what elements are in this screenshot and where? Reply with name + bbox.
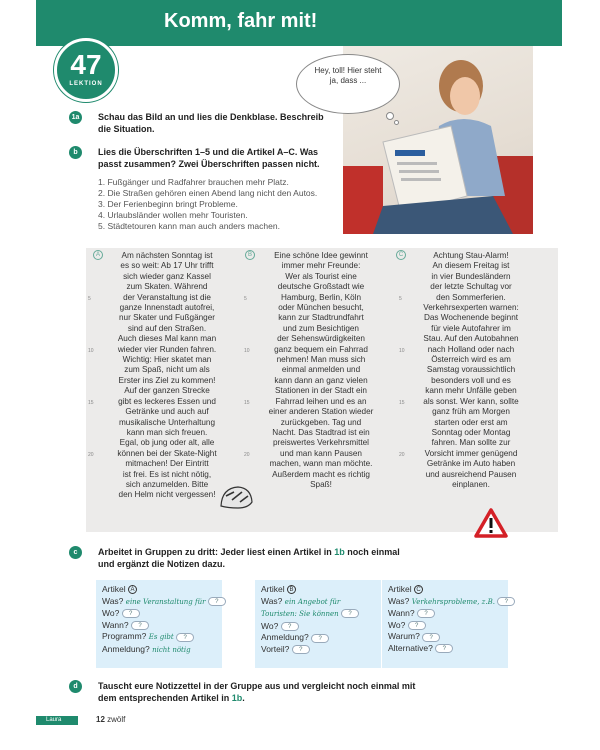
warning-triangle-icon (474, 508, 508, 538)
answer-placeholder[interactable]: ? (408, 621, 426, 630)
article-a-text: Am nächsten Sonntag ist es so weit: Ab 17 Uhr trifft sich wieder ganz Kassel zum Skaten. Während der Veranstaltung ist die ganze Innenstadt autofrei, nur Skater und Fußgänger sind auf den Straßen. Auch dieses Mal kann man wieder vier Runden fahren. Wichtig: Hier skatet man zum Spaß, nicht um als Erster ins Ziel zu kommen! Auf der ganzen Strecke gibt es leckeres Essen und Getränke und auch auf musikalische Unterhaltung kann man sich freuen. Egal, ob jung oder alt, alle können bei der Skate-Night mitmachen! Der Eintritt ist frei. Es ist nicht nötig, sich anzumelden. Bitte den Helm nicht vergessen! (117, 251, 217, 500)
task-c-exercise-ref: 1b (334, 547, 345, 557)
line-number: 15 (399, 400, 405, 406)
note-answer[interactable]: ein Angebot für (284, 597, 341, 606)
line-number: 20 (88, 452, 94, 458)
note-article-letter: A (128, 585, 137, 594)
article-b-letter: B (245, 250, 255, 260)
note-article-letter: C (414, 585, 423, 594)
line-number: 5 (244, 296, 247, 302)
line-number: 15 (244, 400, 250, 406)
note-answer[interactable]: Es gibt (148, 633, 174, 642)
note-question: Was? (261, 595, 283, 606)
headline-item: 5. Städtetouren kann man auch anders machen. (98, 221, 280, 231)
note-question: Anmeldung? (102, 643, 150, 654)
note-answer[interactable]: eine Veranstaltung für (125, 597, 206, 606)
note-question: Programm? (102, 631, 147, 642)
article-a-letter: A (93, 250, 103, 260)
note-row (102, 596, 222, 609)
note-question: Alternative? (388, 642, 433, 653)
answer-placeholder[interactable]: ? (311, 634, 329, 643)
note-row (261, 644, 381, 656)
note-card-a-content (102, 584, 222, 657)
note-row (102, 608, 222, 620)
note-row (388, 643, 508, 655)
line-number: 10 (244, 348, 250, 354)
line-number: 5 (399, 296, 402, 302)
answer-placeholder[interactable]: ? (131, 621, 149, 630)
article-b-text: Eine schöne Idee gewinnt immer mehr Freunde: Wer als Tourist eine deutsche Großstadt wie Hamburg, Berlin, Köln oder München besucht, kann zur Stadtrundfahrt und zum Besichtigen der Sehenswürdigkeiten ganz bequem ein Fahrrad nehmen! Man muss sich einmal anmelden und kann dann an ganz vielen Stationen in der Stadt ein Fahrrad leihen und es an einer anderen Station wieder zurückgeben. Tag und Nacht. Das Stadtrad ist ein preiswertes Verkehrsmittel und man kann Pausen machen, wann man möchte. Außerdem macht es richtig Spaß! (268, 251, 374, 489)
task-d-instruction (98, 680, 428, 704)
answer-placeholder[interactable]: ? (497, 597, 515, 606)
note-title: Artikel (102, 584, 126, 594)
line-number: 5 (88, 296, 91, 302)
bike-helmet-icon (218, 484, 254, 514)
task-c-text-post: noch einmal und ergänzt die Notizen dazu. (98, 547, 400, 569)
answer-placeholder[interactable]: ? (208, 597, 226, 606)
note-answer[interactable]: Touristen: Sie können (261, 610, 339, 619)
note-answer[interactable]: Verkehrsprobleme, z.B. (411, 597, 495, 606)
answer-placeholder[interactable]: ? (122, 609, 140, 618)
headline-item: 3. Der Ferienbeginn bringt Probleme. (98, 199, 238, 209)
article-c-text: Achtung Stau-Alarm! An diesem Freitag ist in vier Bundesländern der letzte Schultag vor den Sommerferien. Verkehrsexperten warnen: Das Wochenende beginnt für viele Autofahrer im Stau. Auf den Autobahnen nach Holland oder nach Österreich wird es am Samstag voraussichtlich besonders voll und es kann mehr Unfälle geben als sonst. Wer kann, sollte ganz früh am Morgen starten oder erst am Sonntag oder Montag fahren. Man sollte zur Vorsicht immer genügend Getränke im Auto haben und ausreichend Pausen einplanen. (423, 251, 519, 489)
answer-placeholder[interactable]: ? (422, 633, 440, 642)
lesson-label: LEKTION (69, 81, 103, 87)
note-question: Wann? (102, 619, 129, 630)
thought-bubble-dot (386, 112, 394, 120)
task-d-text-pre: Tauscht eure Notizzettel in der Gruppe aus und vergleicht noch einmal mit dem entsprechenden Artikel in (98, 681, 416, 703)
note-row (388, 596, 508, 609)
article-c-letter: C (396, 250, 406, 260)
note-title-row (102, 584, 222, 596)
answer-placeholder[interactable]: ? (281, 622, 299, 631)
note-row (261, 596, 381, 609)
line-number: 20 (399, 452, 405, 458)
task-c-text-pre: Arbeitet in Gruppen zu dritt: Jeder liest einen Artikel in (98, 547, 335, 557)
answer-placeholder[interactable]: ? (435, 644, 453, 653)
headline-item: 1. Fußgänger und Radfahrer brauchen mehr Platz. (98, 177, 289, 187)
note-row (388, 631, 508, 643)
line-number: 15 (88, 400, 94, 406)
answer-placeholder[interactable]: ? (292, 645, 310, 654)
line-number: 10 (399, 348, 405, 354)
headline-item: 4. Urlaubsländer wollen mehr Touristen. (98, 210, 248, 220)
note-row (102, 620, 222, 632)
lesson-number: 47 (70, 49, 102, 80)
note-title: Artikel (261, 584, 285, 594)
headline-list (98, 177, 317, 232)
note-card-c-content (388, 584, 508, 655)
page-number (96, 715, 125, 724)
task-number-b: b (69, 146, 82, 159)
thought-bubble-text: Hey, toll! Hier steht ja, dass ... (314, 66, 382, 85)
note-row (388, 608, 508, 620)
note-question: Warum? (388, 631, 420, 642)
footer-tag: Laura (36, 716, 78, 725)
page-title: Komm, fahr mit! (164, 10, 318, 32)
task-number-1a: 1a (69, 111, 82, 124)
note-question: Vorteil? (261, 643, 290, 654)
note-answer[interactable]: nicht nötig (152, 645, 191, 654)
lesson-badge (54, 38, 118, 102)
task-b-instruction: Lies die Überschriften 1–5 und die Artikel A–C. Was passt zusammen? Zwei Überschriften passen nicht. (98, 147, 320, 169)
note-question: Was? (388, 595, 410, 606)
lesson-header (36, 0, 562, 46)
task-number-d: d (69, 680, 82, 693)
thought-bubble-dot (394, 120, 399, 125)
note-card-b-content (261, 584, 381, 656)
note-question: Wo? (388, 619, 406, 630)
note-row (261, 632, 381, 644)
answer-placeholder[interactable]: ? (176, 633, 194, 642)
line-number: 10 (88, 348, 94, 354)
task-c-instruction (98, 546, 416, 570)
note-row (261, 608, 381, 621)
task-number-c: c (69, 546, 82, 559)
note-question: Was? (102, 595, 124, 606)
note-row (388, 620, 508, 632)
page-number-word: zwölf (107, 715, 126, 724)
note-title-row (261, 584, 381, 596)
note-row (102, 644, 222, 657)
task-1a-instruction: Schau das Bild an und lies die Denkblase. Beschreib die Situation. (98, 112, 324, 134)
note-question: Anmeldung? (261, 632, 309, 643)
note-title-row (388, 584, 508, 596)
answer-placeholder[interactable]: ? (341, 609, 359, 618)
task-d-text-post: . (242, 693, 245, 703)
note-title: Artikel (388, 584, 412, 594)
line-number: 20 (244, 452, 250, 458)
note-article-letter: B (287, 585, 296, 594)
note-row (261, 621, 381, 633)
headline-item: 2. Die Straßen gehören einen Abend lang nicht den Autos. (98, 188, 318, 198)
note-question: Wo? (102, 608, 120, 619)
page-number-digits: 12 (96, 715, 105, 724)
answer-placeholder[interactable]: ? (417, 609, 435, 618)
note-question: Wo? (261, 620, 279, 631)
note-question: Wann? (388, 608, 415, 619)
task-d-exercise-ref: 1b (231, 693, 243, 703)
note-row (102, 631, 222, 644)
